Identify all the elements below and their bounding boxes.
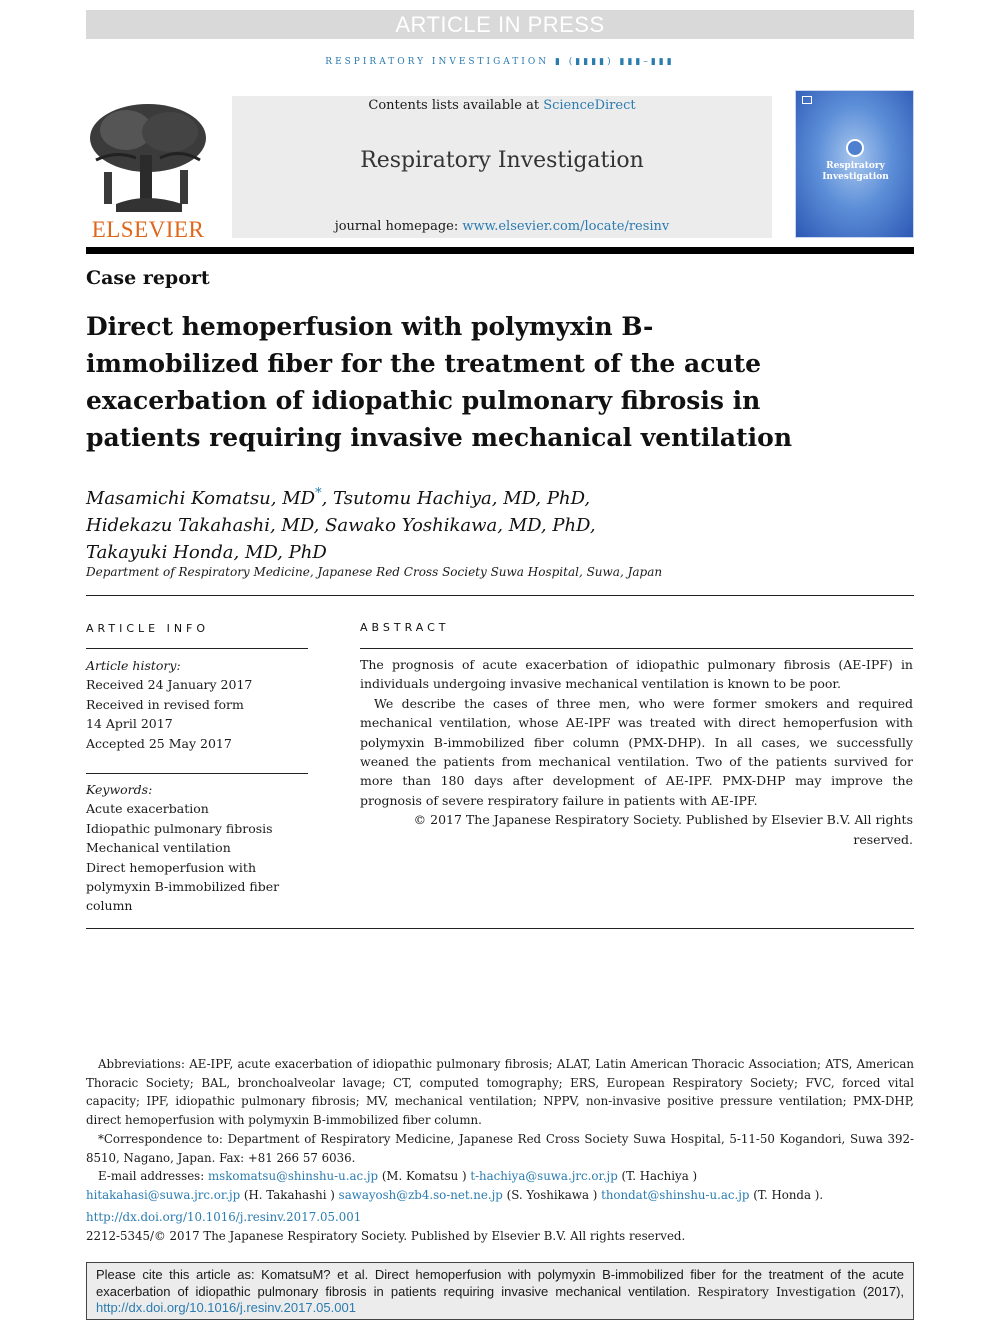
citation-journal: Respiratory Investigation [697, 1284, 856, 1299]
abstract-paragraph-1: The prognosis of acute exacerbation of idiopathic pulmonary fibrosis (AE-IPF) in individuals undergoing invasive mechanical ventilation is known to be poor. [360, 657, 913, 692]
affiliation-rule [86, 595, 914, 596]
journal-name: Respiratory Investigation [360, 148, 644, 173]
doi-link[interactable]: http://dx.doi.org/10.1016/j.resinv.2017.05.001 [86, 1210, 362, 1224]
journal-cover[interactable] [795, 90, 914, 238]
author-list [86, 480, 706, 566]
cover-publisher-icon [802, 96, 812, 104]
article-title: Direct hemoperfusion with polymyxin B-immobilized fiber for the treatment of the acute exacerbation of idiopathic pulmonary fibrosis in patients requiring invasive mechanical ventilation [86, 312, 792, 452]
homepage-link[interactable]: www.elsevier.com/locate/resinv [462, 219, 670, 234]
correspondence-marker[interactable]: * [315, 486, 322, 501]
authors-line-2: Hidekazu Takahashi, MD, Sawako Yoshikawa, MD, PhD, [86, 515, 596, 536]
keyword-item: Acute exacerbation [86, 801, 209, 817]
abstract-paragraph-2: We describe the cases of three men, who were former smokers and required mechanical ventilation, whose AE-IPF was treated with direct hemoperfusion with polymyxin B-immobilized fiber column (PMX-DHP). In all cases, we successfully weaned the patients from mechanical ventilation. Two of the patients survived for more than 180 days after development of AE-IPF. PMX-DHP may improve the prognosis of severe respiratory failure in patients with AE-IPF. [360, 695, 913, 808]
sciencedirect-link[interactable]: ScienceDirect [543, 98, 636, 113]
article-info-rule [86, 648, 308, 649]
email-footnote-continued: hitakahasi@suwa.jrc.or.jp (H. Takahashi ) sawayosh@zb4.so-net.ne.jp (S. Yoshikawa ) thondat@shinshu-u.ac.jp (T. Honda ). [86, 1187, 824, 1202]
citation-doi-link[interactable]: http://dx.doi.org/10.1016/j.resinv.2017.05.001 [96, 1300, 356, 1316]
keyword-item: Mechanical ventilation [86, 840, 231, 856]
cover-title: Respiratory Investigation [822, 161, 889, 182]
email-link[interactable]: hitakahasi@suwa.jrc.or.jp [86, 1187, 241, 1202]
history-label: Article history: [86, 658, 181, 673]
affiliation: Department of Respiratory Medicine, Japanese Red Cross Society Suwa Hospital, Suwa, Japan [86, 565, 663, 579]
keywords [86, 780, 308, 916]
email-link[interactable]: thondat@shinshu-u.ac.jp [601, 1187, 750, 1202]
abstract-body [360, 655, 913, 849]
abbreviations-footnote: Abbreviations: AE-IPF, acute exacerbation of idiopathic pulmonary fibrosis; ALAT, Latin American Thoracic Association; ATS, American Thoracic Society; BAL, bronchoalveolar lavage; CT, computed tomography; ERS, European Respiratory Society; FVC, forced vital capacity; IPF, idiopathic pulmonary fibrosis; MV, mechanical ventilation; NPPV, non-invasive positive pressure ventilation; PMX-DHP, direct hemoperfusion with polymyxin B-immobilized fiber column. [86, 1057, 914, 1128]
email-link[interactable]: mskomatsu@shinshu-u.ac.jp [207, 1169, 379, 1184]
homepage-prefix: journal homepage: [334, 219, 463, 234]
abstract-copyright: © 2017 The Japanese Respiratory Society. Published by Elsevier B.V. All rights reserved. [413, 812, 913, 847]
journal-masthead [86, 96, 914, 242]
authors-line-3: Takayuki Honda, MD, PhD [86, 542, 327, 563]
contents-prefix: Contents lists available at [368, 98, 544, 113]
journal-homepage [232, 219, 772, 234]
elsevier-logo[interactable] [86, 100, 210, 242]
email-footnote: E-mail addresses: mskomatsu@shinshu-u.ac.jp (M. Komatsu ) t-hachiya@suwa.jrc.or.jp (T. Hachiya ) [98, 1169, 698, 1184]
article-history [86, 656, 308, 753]
elsevier-tree-icon [86, 100, 210, 216]
email-link[interactable]: sawayosh@zb4.so-net.ne.jp [338, 1187, 503, 1202]
citation-box: Please cite this article as: KomatsuM? et al. Direct hemoperfusion with polymyxin B-immobilized fiber for the treatment of the acute exacerbation of idiopathic pulmonary fibrosis in patients requiring invasive mechanical ventilation. Respiratory Investigation (2017), http://dx.doi.org/10.1016/j.resinv.2017.05.001 [86, 1262, 914, 1320]
keywords-rule [86, 773, 308, 774]
elsevier-wordmark: ELSEVIER [91, 217, 205, 242]
keyword-item: Idiopathic pulmonary fibrosis [86, 820, 273, 836]
history-item: Received 24 January 2017 [86, 677, 253, 693]
correspondence-footnote: *Correspondence to: Department of Respiratory Medicine, Japanese Red Cross Society Suwa Hospital, 5-11-50 Kogandori, Suwa 392-8510, Nagano, Japan. Fax: +81 266 57 6036. [86, 1131, 914, 1165]
citation-text: Please cite this article as: KomatsuM? et al. Direct hemoperfusion with polymyxin B-immobilized fiber for the treatment of the acute exacerbation of idiopathic pulmonary fibrosis in patients requiring invasive mechanical ventilation. [96, 1267, 904, 1299]
doi-block [86, 1208, 685, 1245]
history-item: 14 April 2017 [86, 716, 173, 732]
author-komatsu: Masamichi Komatsu, MD [86, 488, 316, 509]
history-item: Accepted 25 May 2017 [86, 735, 232, 751]
keyword-item: column [86, 898, 133, 914]
article-info-heading: ARTICLE INFO [86, 622, 210, 635]
email-link[interactable]: t-hachiya@suwa.jrc.or.jp [470, 1169, 618, 1184]
abstract-end-rule [86, 928, 914, 929]
contents-box [232, 96, 772, 238]
history-item: Received in revised form [86, 696, 244, 712]
cover-emblem-icon [846, 139, 864, 157]
author-hachiya: , Tsutomu Hachiya, MD, PhD, [321, 488, 591, 509]
header-rule [86, 247, 914, 254]
keyword-item: polymyxin B-immobilized fiber [86, 879, 280, 895]
contents-line [232, 98, 772, 113]
issn-line: 2212-5345/© 2017 The Japanese Respiratory Society. Published by Elsevier B.V. All rights reserved. [86, 1228, 686, 1243]
footnotes [86, 1055, 914, 1205]
running-head: RESPIRATORY INVESTIGATION ▮ (▮▮▮▮) ▮▮▮–▮▮▮ [325, 57, 675, 67]
keywords-label: Keywords: [86, 782, 153, 797]
article-type: Case report [86, 267, 210, 289]
abstract-rule [360, 648, 913, 649]
abstract-heading: ABSTRACT [360, 621, 450, 634]
article-in-press-banner: ARTICLE IN PRESS [86, 10, 914, 39]
keyword-item: Direct hemoperfusion with [86, 859, 257, 875]
